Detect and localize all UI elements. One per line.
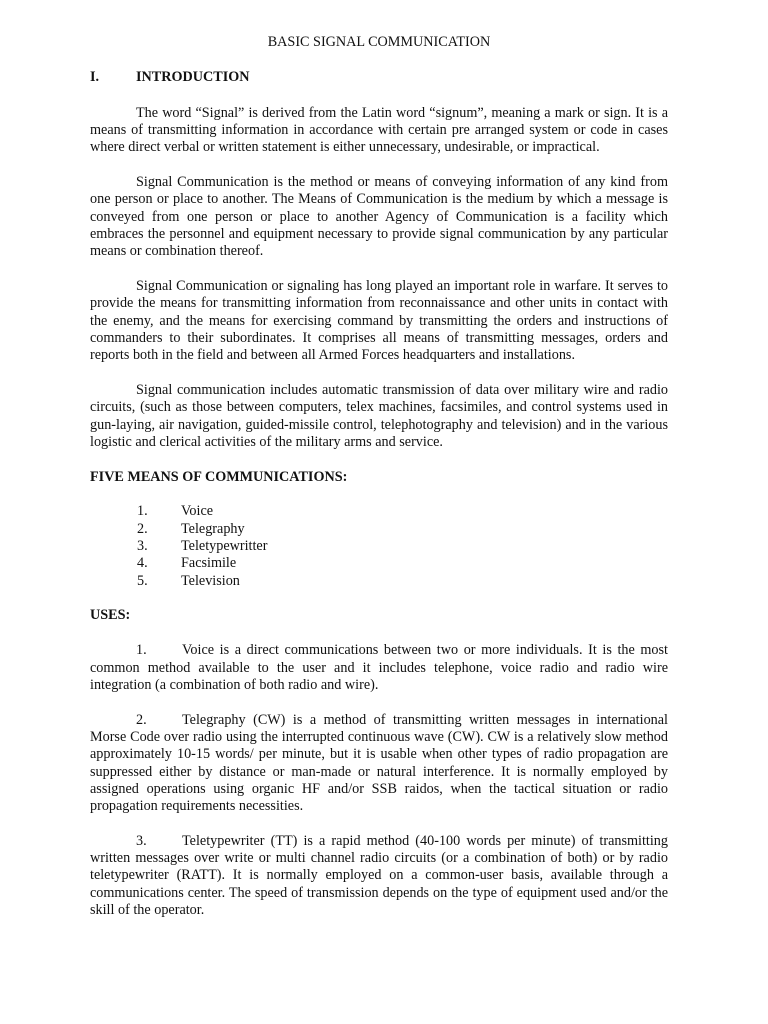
list-item-number: 5. [137, 572, 148, 589]
use-text: Voice is a direct communications between two or more individuals. It is the most common method available to the user and it includes telephone, voice radio and radio wire integration (a combination of both radio and wire). [90, 642, 668, 693]
document-title: BASIC SIGNAL COMMUNICATION [267, 34, 491, 50]
use-text: Telegraphy (CW) is a method of transmitting written messages in international Morse Code over radio using the interrupted continuous wave (CW). CW is a relatively slow method approximately 10-15 words/ per minute, but it is usable when other types of radio propagation are suppressed either by distance or man-made or natural interference. It is normally employed by assigned operations using organic HF and/or SSB raidos, when the tactical situation or radio propagation requirements necessities. [90, 711, 668, 815]
use-text: Teletypewriter (TT) is a rapid method (40-100 words per minute) of transmitting written messages over write or multi channel radio circuits (or a combination of both) or by radio teletypewriter (RATT). It is normally employed on a common-user basis, available through a communications center. The speed of transmission depends on the type of equipment used and/or the skill of the operator. [90, 832, 668, 919]
intro-paragraph: Signal Communication is the method or means of conveying information of any kind from one person or place to another. The Means of Communication is the medium by which a message is conveyed from one person or place to another Agency of Communication is a facility which embraces the personnel and equipment necessary to provide signal communication by any particular means or combination thereof. [90, 173, 668, 260]
list-item-label: Television [181, 572, 240, 589]
use-paragraph [90, 833, 668, 919]
list-item-label: Telegraphy [181, 520, 245, 537]
use-number: 3. [136, 832, 147, 849]
section-number: I. [90, 69, 100, 86]
list-item-label: Voice [181, 503, 214, 520]
intro-paragraph: The word “Signal” is derived from the Latin word “signum”, meaning a mark or sign. It is a means of transmitting information in accordance with certain pre arranged system or code in cases where direct verbal or written statement is either unnecessary, undesirable, or impractical. [90, 104, 668, 156]
list-item-label: Teletypewritter [181, 538, 268, 555]
section-heading [90, 69, 668, 86]
section-title: INTRODUCTION [136, 69, 250, 86]
list-item-number: 4. [137, 555, 148, 572]
list-item-number: 2. [137, 520, 148, 537]
list-item [90, 521, 668, 538]
intro-paragraph: Signal communication includes automatic transmission of data over military wire and radio circuits, (such as those between computers, telex machines, facsimiles, and control systems used in gun-laying, air navigation, guided-missile control, telephotography and television) and in the various logistic and clerical activities of the military arms and service. [90, 381, 668, 450]
list-item-label: Facsimile [181, 555, 237, 572]
means-heading: FIVE MEANS OF COMMUNICATIONS: [90, 468, 348, 485]
list-item-number: 3. [137, 538, 148, 555]
use-number: 1. [136, 642, 147, 659]
list-item [90, 503, 668, 520]
means-list [90, 503, 668, 589]
uses-heading: USES: [90, 607, 131, 624]
use-paragraph [90, 712, 668, 816]
list-item [90, 538, 668, 555]
list-item [90, 555, 668, 572]
use-number: 2. [136, 711, 147, 728]
list-item [90, 573, 668, 590]
use-paragraph [90, 642, 668, 694]
intro-paragraph: Signal Communication or signaling has long played an important role in warfare. It serves to provide the means for transmitting information from reconnaissance and other units in contact with the enemy, and the means for exercising command by transmitting the orders and instructions of commanders to their subordinates. It comprises all means of transmitting messages, orders and reports both in the field and between all Armed Forces headquarters and installations. [90, 277, 668, 364]
list-item-number: 1. [137, 503, 148, 520]
